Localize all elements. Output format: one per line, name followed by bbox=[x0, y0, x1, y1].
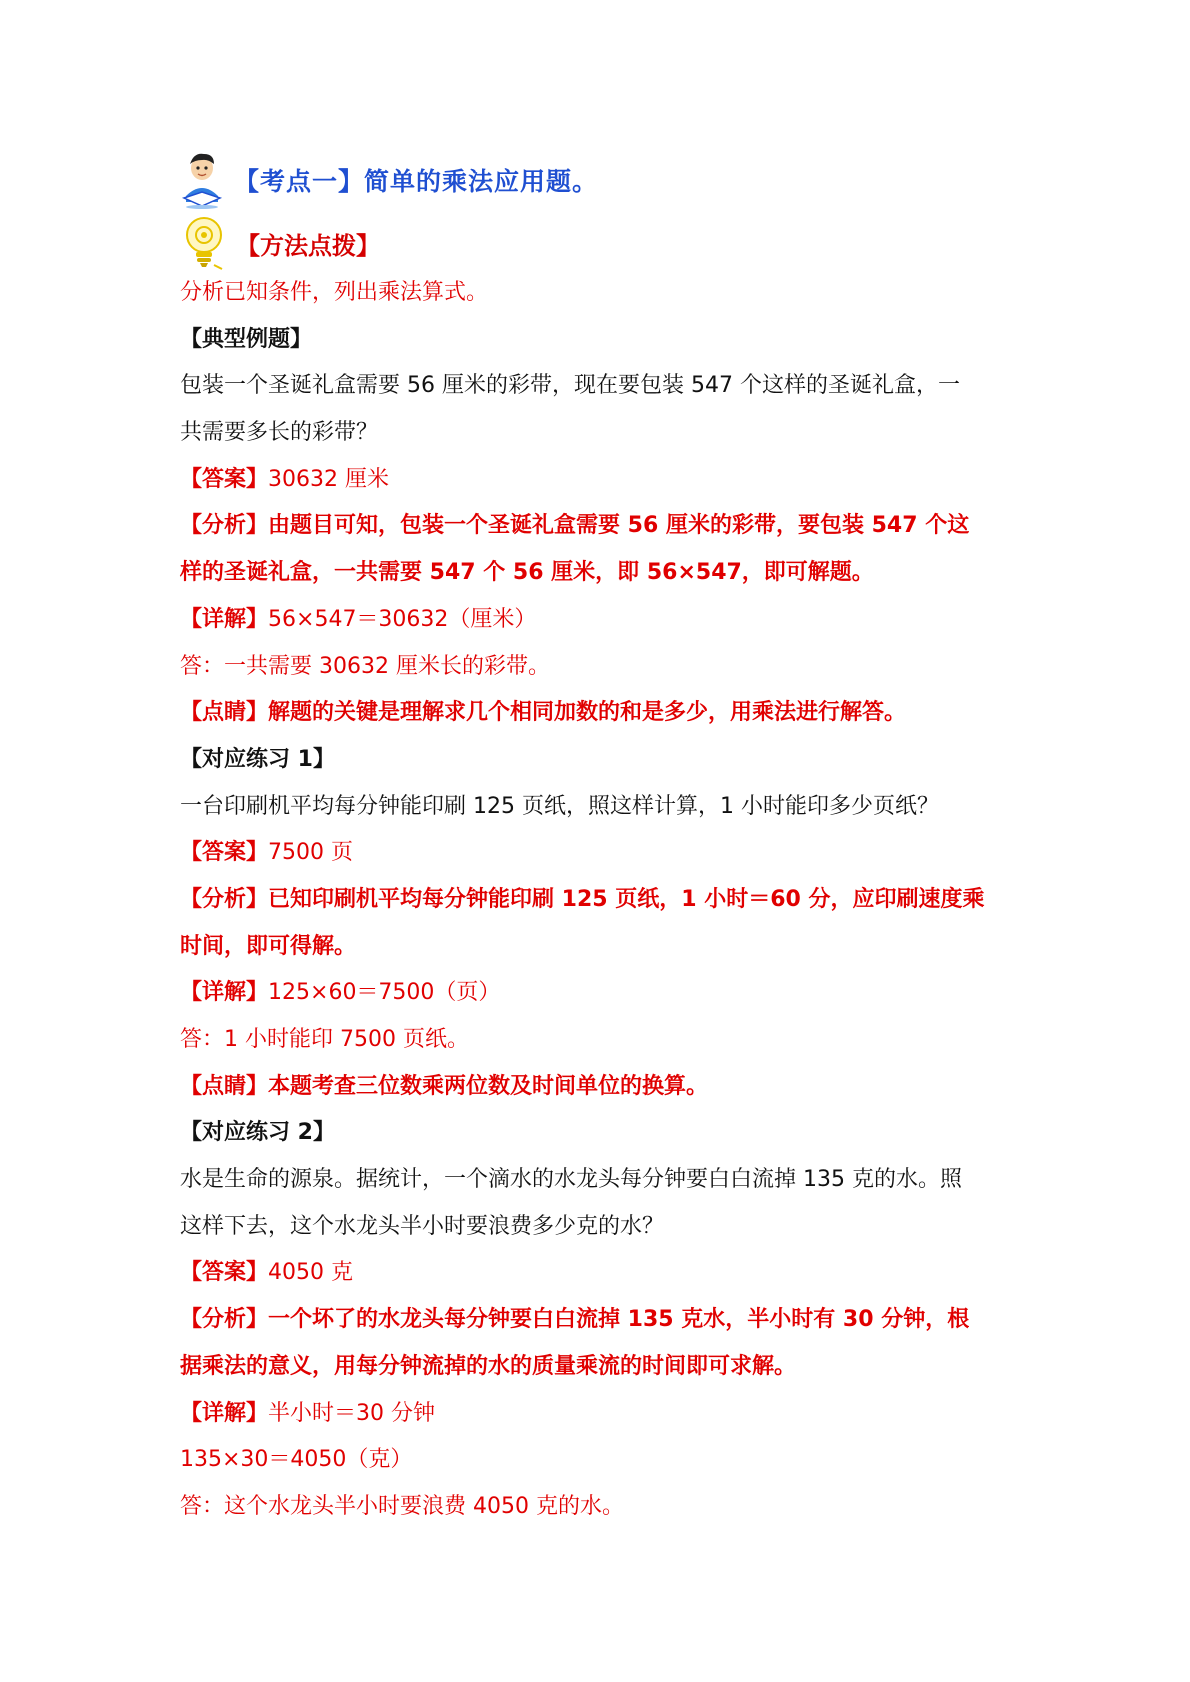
example-final: 答：一共需要 30632 厘米长的彩带。 bbox=[180, 653, 550, 679]
detail-text: 125×60＝7500（页） bbox=[268, 980, 501, 1006]
analysis-text: 由题目可知，包装一个圣诞礼盒需要 56 厘米的彩带，要包装 547 个这 bbox=[268, 513, 970, 539]
answer-value: 30632 厘米 bbox=[268, 466, 389, 492]
detail-tag: 【详解】 bbox=[180, 1400, 269, 1426]
detail-text: 半小时＝30 分钟 bbox=[268, 1400, 436, 1426]
method-text: 分析已知条件，列出乘法算式。 bbox=[180, 280, 489, 305]
practice2-header: 【对应练习 2】 bbox=[180, 1120, 335, 1146]
section-heading bbox=[180, 150, 598, 210]
practice2-question-2: 这样下去，这个水龙头半小时要浪费多少克的水？ bbox=[180, 1213, 665, 1239]
section-title: 【考点一】简单的乘法应用题。 bbox=[234, 167, 599, 196]
example-answer bbox=[180, 457, 1020, 504]
practice1-final: 答：1 小时能印 7500 页纸。 bbox=[180, 1027, 469, 1052]
answer-value: 4050 克 bbox=[268, 1260, 353, 1286]
analysis-text: 一个坏了的水龙头每分钟要白白流掉 135 克水，半小时有 30 分钟，根 bbox=[268, 1307, 970, 1333]
answer-tag: 【答案】 bbox=[180, 1260, 269, 1286]
analysis-tag: 【分析】 bbox=[180, 1307, 269, 1333]
note-tag: 【点睛】 bbox=[180, 1073, 269, 1099]
practice2-answer bbox=[180, 1250, 1020, 1297]
method-title: 【方法点拨】 bbox=[236, 231, 380, 260]
note-tag: 【点睛】 bbox=[180, 700, 269, 726]
answer-value: 7500 页 bbox=[268, 840, 353, 866]
practice1-analysis-2: 时间，即可得解。 bbox=[180, 933, 357, 959]
practice2-final: 答：这个水龙头半小时要浪费 4050 克的水。 bbox=[180, 1493, 624, 1519]
answer-tag: 【答案】 bbox=[180, 466, 269, 492]
detail-tag: 【详解】 bbox=[180, 606, 269, 632]
practice2-analysis-1 bbox=[180, 1297, 1020, 1344]
example-question-2: 共需要多长的彩带？ bbox=[180, 420, 379, 446]
practice2-question-1: 水是生命的源泉。据统计，一个滴水的水龙头每分钟要白白流掉 135 克的水。照 bbox=[180, 1167, 962, 1193]
practice2-detail bbox=[180, 1391, 1020, 1438]
detail-text: 56×547＝30632（厘米） bbox=[268, 606, 537, 632]
example-analysis-2: 样的圣诞礼盒，一共需要 547 个 56 厘米，即 56×547，即可解题。 bbox=[180, 560, 874, 586]
example-note bbox=[180, 690, 1020, 737]
detail-tag: 【详解】 bbox=[180, 980, 269, 1006]
practice1-answer bbox=[180, 830, 1020, 877]
analysis-text: 已知印刷机平均每分钟能印刷 125 页纸，1 小时＝60 分，应印刷速度乘 bbox=[268, 886, 985, 912]
example-question-1: 包装一个圣诞礼盒需要 56 厘米的彩带，现在要包装 547 个这样的圣诞礼盒，一 bbox=[180, 373, 960, 399]
practice2-detail-2: 135×30＝4050（克） bbox=[180, 1447, 413, 1473]
answer-tag: 【答案】 bbox=[180, 840, 269, 866]
lightbulb-icon bbox=[184, 215, 228, 271]
example-analysis-1 bbox=[180, 503, 1020, 550]
example-detail bbox=[180, 597, 1020, 644]
note-text: 解题的关键是理解求几个相同加数的和是多少，用乘法进行解答。 bbox=[268, 700, 907, 726]
method-heading bbox=[184, 213, 380, 273]
student-reading-icon bbox=[180, 150, 224, 210]
analysis-tag: 【分析】 bbox=[180, 513, 269, 539]
practice1-note bbox=[180, 1064, 1020, 1111]
practice2-analysis-2: 据乘法的意义，用每分钟流掉的水的质量乘流的时间即可求解。 bbox=[180, 1353, 797, 1379]
practice1-question: 一台印刷机平均每分钟能印刷 125 页纸，照这样计算，1 小时能印多少页纸？ bbox=[180, 793, 939, 819]
note-text: 本题考查三位数乘两位数及时间单位的换算。 bbox=[268, 1073, 709, 1099]
practice1-header: 【对应练习 1】 bbox=[180, 746, 335, 772]
analysis-tag: 【分析】 bbox=[180, 886, 269, 912]
example-header: 【典型例题】 bbox=[180, 326, 313, 352]
content-lines bbox=[180, 270, 1020, 1531]
practice1-analysis-1 bbox=[180, 877, 1020, 924]
practice1-detail bbox=[180, 970, 1020, 1017]
